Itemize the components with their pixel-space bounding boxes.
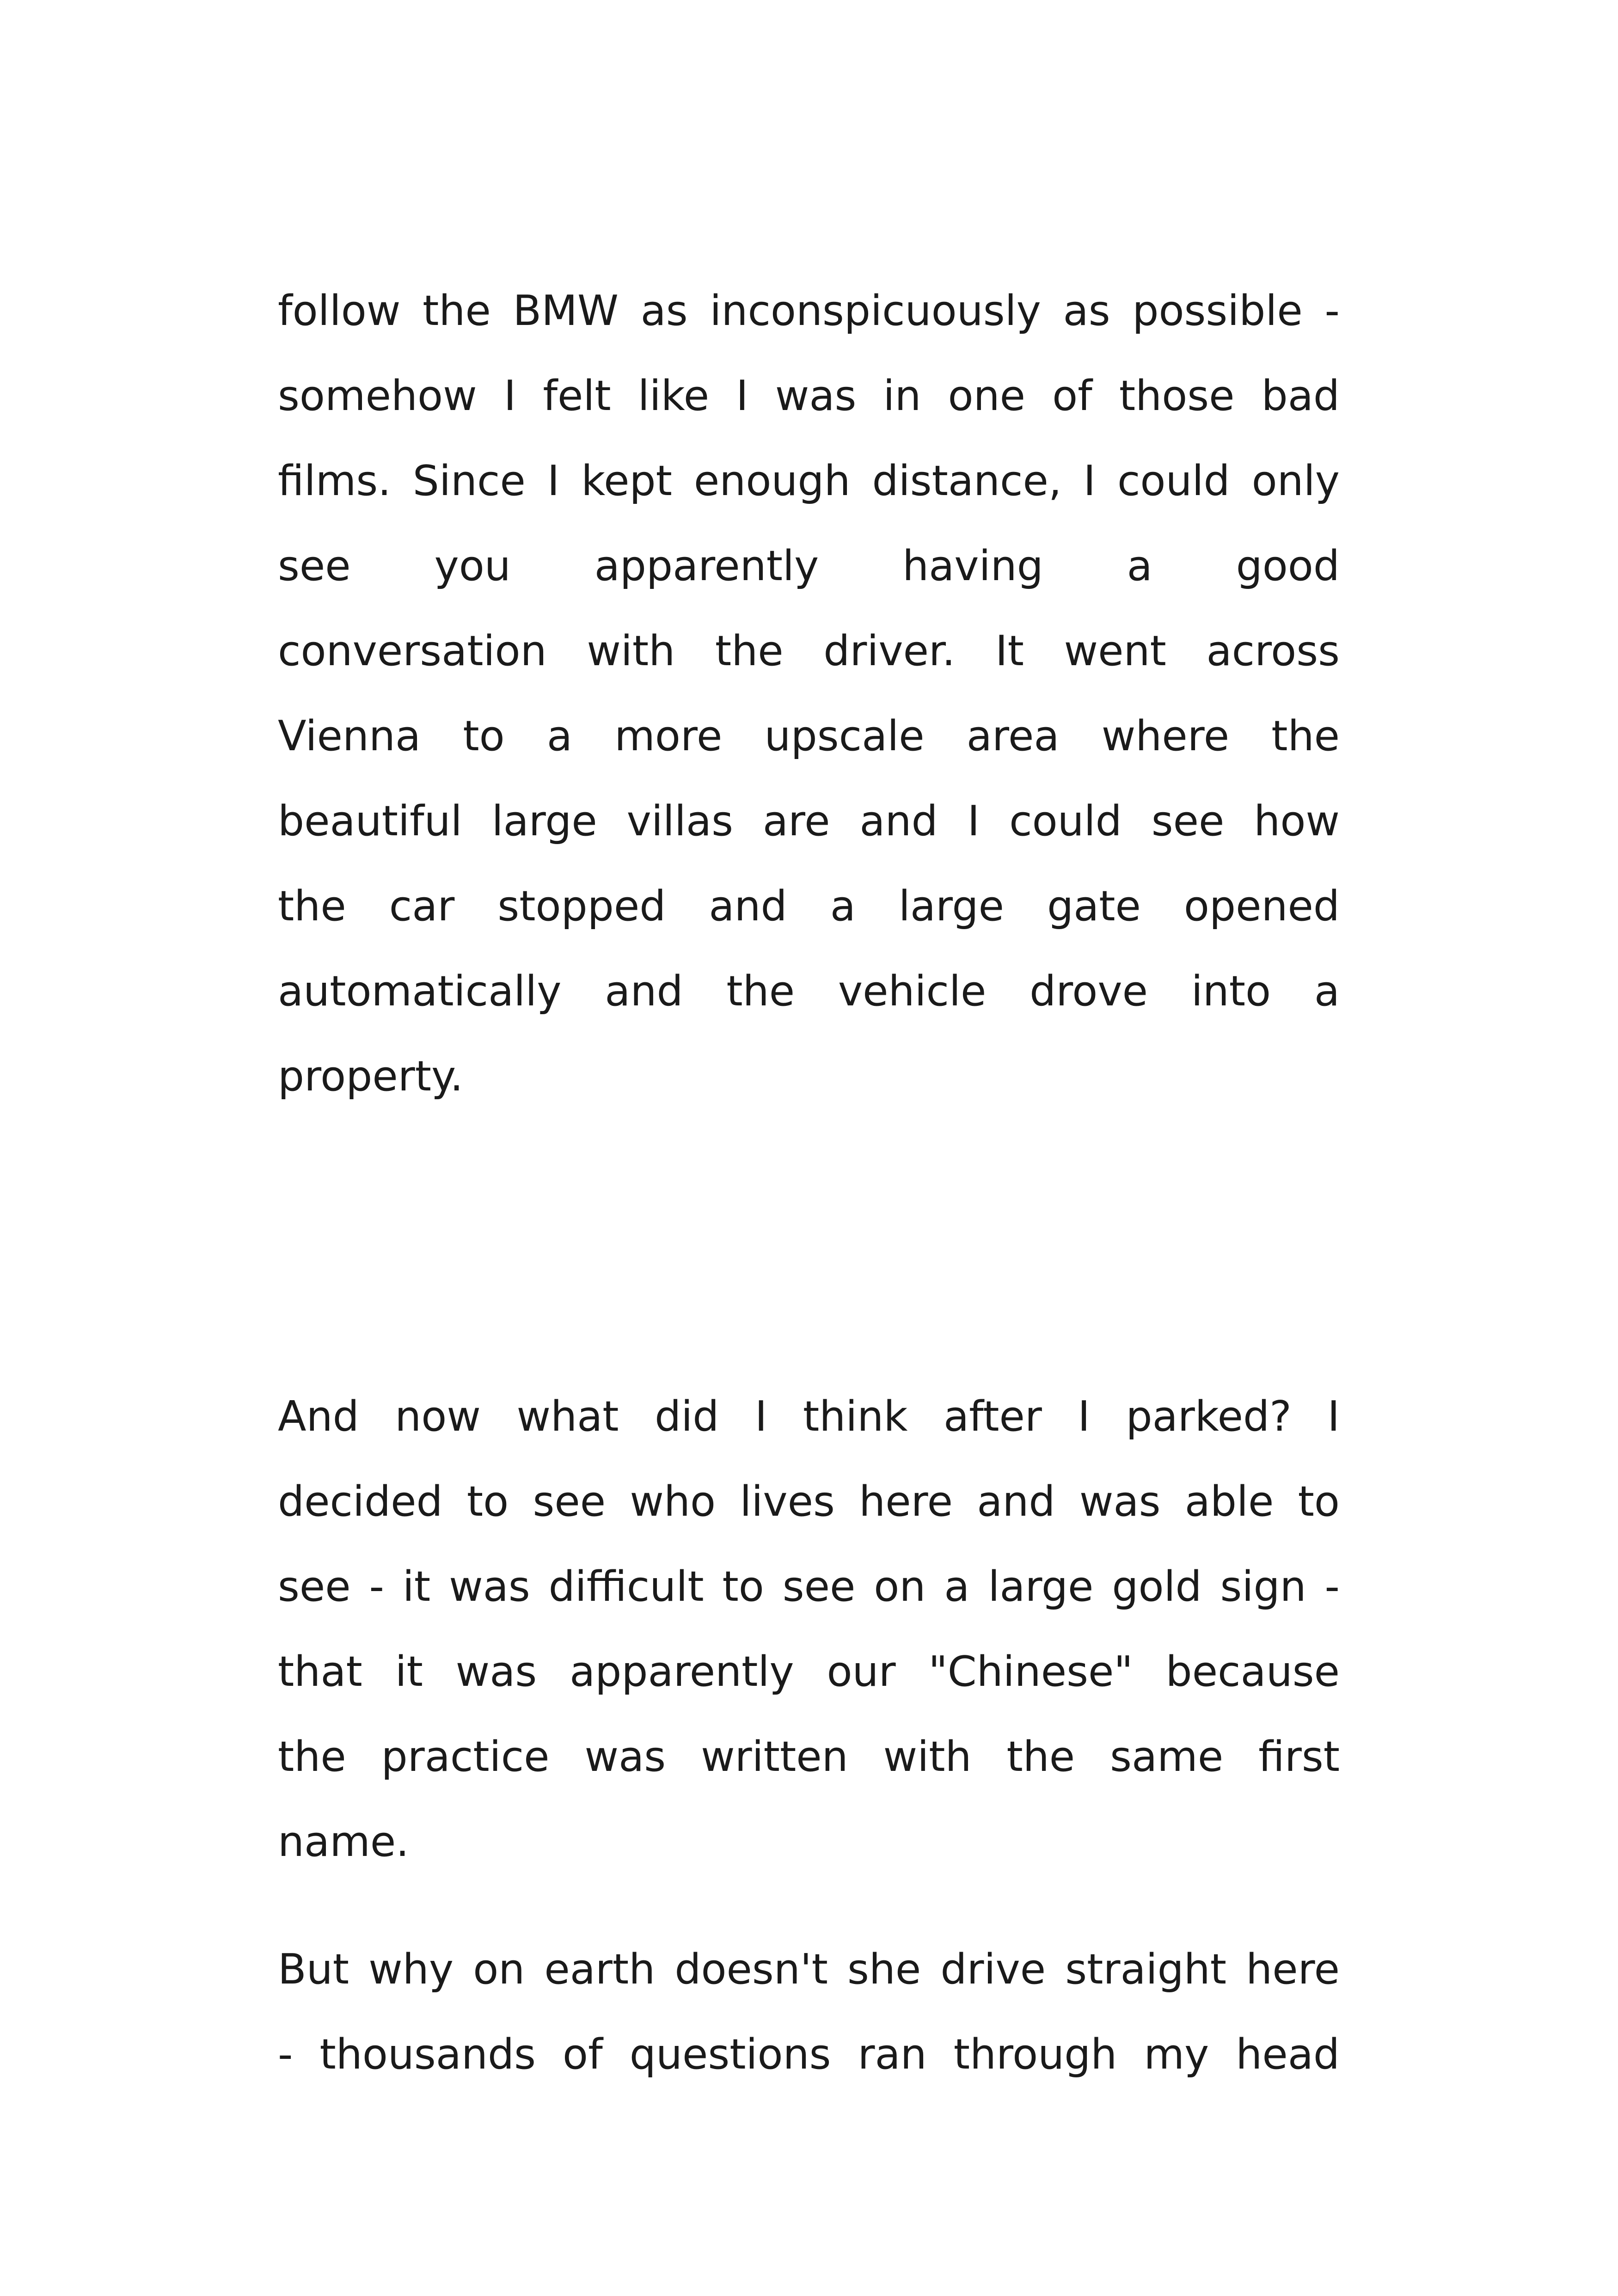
text-line: property. — [278, 1052, 464, 1101]
text-line: conversation with the driver. It went across — [278, 627, 1340, 675]
paragraph-2 — [278, 1374, 1340, 1885]
text-line: follow the BMW as inconspicuously as possible - — [278, 287, 1340, 335]
text-line: the practice was written with the same first — [278, 1733, 1340, 1781]
paragraph-1 — [278, 269, 1340, 1119]
text-line: But why on earth doesn't she drive straight here — [278, 1945, 1340, 1994]
text-column — [278, 269, 1340, 2097]
text-line: beautiful large villas are and I could see how — [278, 797, 1340, 845]
paragraph-3 — [278, 1927, 1340, 2097]
text-line: - thousands of questions ran through my head — [278, 2030, 1340, 2079]
text-line: automatically and the vehicle drove into a — [278, 967, 1340, 1016]
text-line: name. — [278, 1818, 409, 1866]
text-line: Vienna to a more upscale area where the — [278, 712, 1340, 760]
text-line: films. Since I kept enough distance, I could only — [278, 457, 1340, 505]
text-line: that it was apparently our "Chinese" because — [278, 1647, 1340, 1696]
text-line: somehow I felt like I was in one of those bad — [278, 372, 1340, 420]
text-line: decided to see who lives here and was able to — [278, 1477, 1340, 1526]
text-line: see - it was difficult to see on a large gold sign - — [278, 1562, 1340, 1611]
text-line: And now what did I think after I parked? I — [278, 1392, 1340, 1441]
paragraph-spacer — [278, 1885, 1340, 1927]
paragraph-spacer — [278, 1119, 1340, 1374]
text-line: see you apparently having a good — [278, 542, 1340, 590]
text-line: the car stopped and a large gate opened — [278, 882, 1340, 931]
